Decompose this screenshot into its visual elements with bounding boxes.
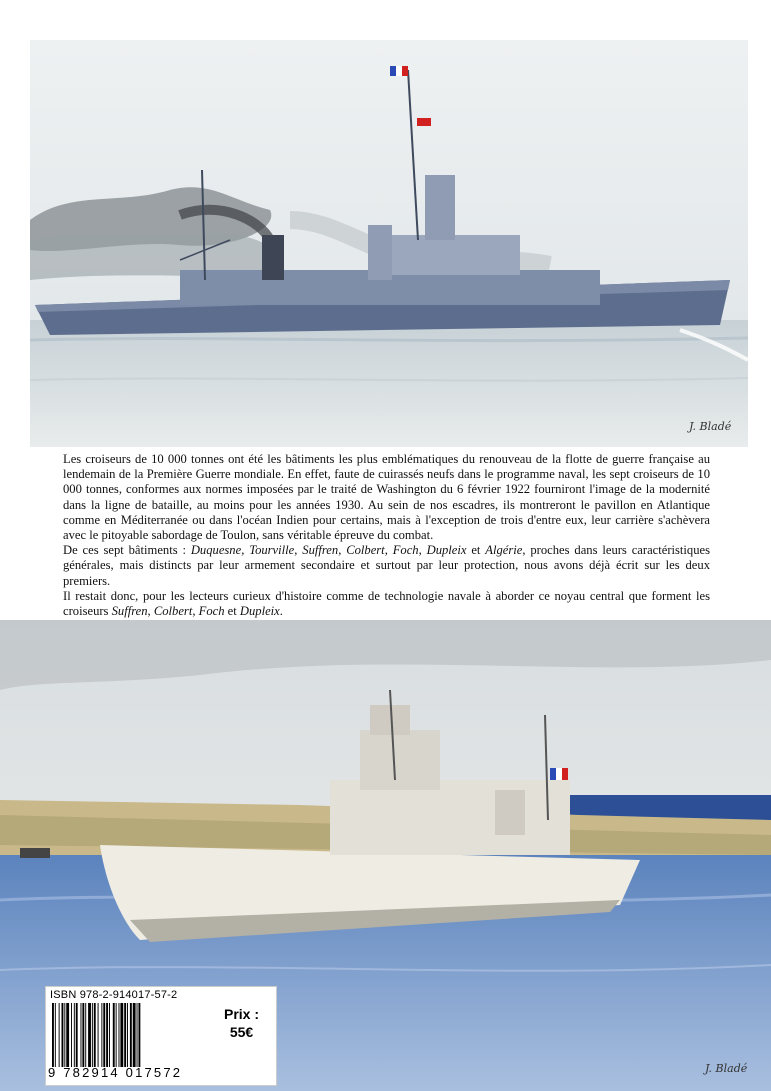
barcode-bar xyxy=(137,1003,138,1067)
barcode-bar xyxy=(103,1003,105,1067)
barcode-bar xyxy=(130,1003,132,1067)
barcode-bar xyxy=(138,1003,140,1067)
top-cruiser-painting xyxy=(30,40,748,447)
blurb-paragraph xyxy=(63,589,710,619)
blurb-text-run: , xyxy=(338,543,347,558)
barcode-bar xyxy=(124,1003,126,1067)
blurb-text-run: , xyxy=(241,543,250,558)
blurb-text-run: . xyxy=(279,604,283,619)
barcode-bar xyxy=(81,1003,82,1067)
isbn-number: ISBN 978-2-914017-57-2 xyxy=(50,989,178,1001)
barcode-bar xyxy=(106,1003,108,1067)
blurb-text-run: De ces sept bâtiments : xyxy=(63,543,191,558)
ship-name: Foch xyxy=(392,543,419,558)
ship-name: Foch xyxy=(198,604,225,619)
barcode-bar xyxy=(52,1003,54,1067)
barcode-bar xyxy=(59,1003,60,1067)
barcode-bar xyxy=(82,1003,84,1067)
blurb-text-run: , proches dans leurs caractéristiques générales, mais distincts par leur armement secondaire et surtout par leur protection, nous avons déjà écrit sur les deux premiers. xyxy=(63,543,711,588)
barcode-bar xyxy=(62,1003,64,1067)
blurb-text-run: Il restait donc, pour les lecteurs curieux d'histoire comme de technologie navale à aborder ce noyau central que forment les croiseurs xyxy=(63,588,710,619)
barcode-bar xyxy=(127,1003,128,1067)
barcode-bar xyxy=(120,1003,123,1067)
barcode-bar xyxy=(133,1003,136,1067)
blurb-text-run: et xyxy=(224,604,240,619)
barcode-panel xyxy=(45,986,277,1086)
barcode-bar xyxy=(55,1003,56,1067)
barcode-bar xyxy=(98,1003,99,1067)
bottom-painting-signature: J. Bladé xyxy=(705,1062,748,1075)
barcode-bar xyxy=(74,1003,75,1067)
barcode-bar xyxy=(76,1003,78,1067)
blurb-text-run: , xyxy=(418,543,427,558)
back-cover-blurb xyxy=(63,452,710,634)
blurb-text-run: , xyxy=(294,543,303,558)
ship-name: Suffren xyxy=(111,604,148,619)
barcode-bars xyxy=(52,1003,212,1067)
ship-name: Colbert xyxy=(346,543,385,558)
blurb-text-run: , xyxy=(384,543,393,558)
barcode-bar xyxy=(94,1003,96,1067)
barcode-bar xyxy=(88,1003,91,1067)
barcode-bar xyxy=(116,1003,117,1067)
blurb-text-run: , xyxy=(147,604,154,619)
price-label: Prix : xyxy=(224,1006,260,1022)
barcode-bar xyxy=(119,1003,120,1067)
ship-name: Dupleix xyxy=(239,604,280,619)
blurb-paragraph xyxy=(63,543,710,589)
blurb-text-run: , xyxy=(192,604,199,619)
ship-name: Colbert xyxy=(153,604,193,619)
top-painting-signature: J. Bladé xyxy=(689,420,732,433)
barcode-bar xyxy=(92,1003,93,1067)
ship-name: Suffren xyxy=(302,543,339,558)
barcode-digits: 9 782914 017572 xyxy=(48,1065,183,1080)
barcode-bar xyxy=(71,1003,72,1067)
blurb-text-run: et xyxy=(466,543,486,558)
barcode-bar xyxy=(66,1003,69,1067)
price-value: 55€ xyxy=(229,1024,254,1040)
blurb-paragraph: Les croiseurs de 10 000 tonnes ont été les bâtiments les plus emblématiques du renouveau de la flotte de guerre française au lendemain de la Première Guerre mondiale. En effet, faute de cuirassés neufs dans le programme naval, les sept croiseurs de 10 000 tonnes, conformes aux normes imposées par le traité de Washington du 6 février 1922 fourniront l'image de la modernité dans la ligne de bataille, au moins pour les années 1930. Au sein de nos escadres, ils montreront le pavillon en Atlantique comme en Méditerranée ou dans l'océan Indien pour certains, mais à l'exception de trois d'entre eux, leur carrière s'achèvera avec le pitoyable sabordage de Toulon, sans véritable épreuve du combat. xyxy=(63,452,710,543)
barcode-bar xyxy=(109,1003,110,1067)
barcode-bar xyxy=(64,1003,65,1067)
ship-name: Dupleix xyxy=(426,543,467,558)
barcode-bar xyxy=(113,1003,115,1067)
barcode-bar xyxy=(85,1003,86,1067)
ship-name: Tourville xyxy=(249,543,295,558)
barcode-bar xyxy=(101,1003,102,1067)
price-tag xyxy=(224,1005,259,1041)
ship-name: Duquesne xyxy=(190,543,242,558)
ship-name: Algérie xyxy=(485,543,523,558)
